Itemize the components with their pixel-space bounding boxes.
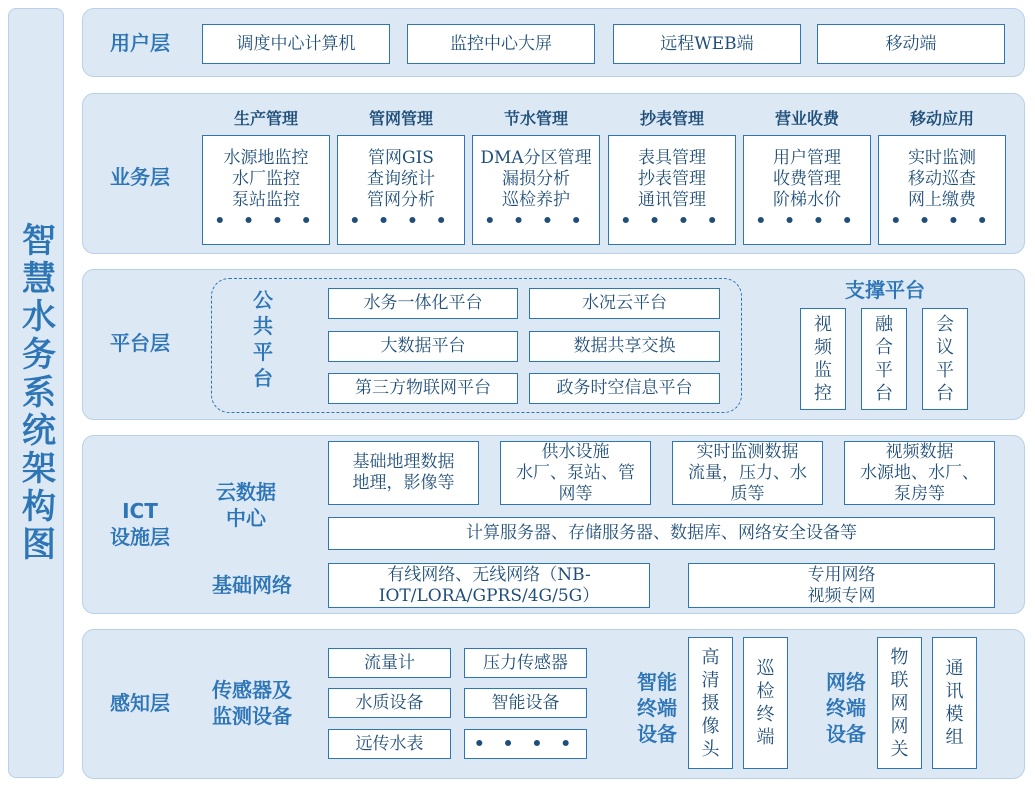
module-line: 阶梯水价: [773, 190, 841, 210]
cloud-label-line: 中心: [226, 506, 266, 530]
smart-terminal-label: [628, 669, 686, 747]
support-char: 议: [936, 337, 954, 358]
cloud-line: 实时监测数据: [696, 441, 799, 462]
business-layer-label: 业务层: [110, 165, 170, 189]
terminal-char: 高: [701, 646, 720, 668]
cloud-line: 水厂、泵站、管: [516, 462, 635, 483]
module-heading-production: 生产管理: [233, 109, 298, 128]
sensor-group-label: [196, 677, 308, 729]
network-line: 视频专网: [807, 585, 876, 606]
module-heading-water-saving: 节水管理: [503, 109, 568, 128]
support-char: 平: [875, 360, 893, 381]
module-heading-mobile-app: 移动应用: [909, 109, 974, 128]
support-conference-platform: [922, 308, 968, 410]
user-layer-label: 用户层: [110, 31, 170, 55]
module-production: [202, 135, 330, 245]
netdev-char: 联: [890, 669, 909, 691]
network-line: IOT/LORA/GPRS/4G/5G）: [378, 585, 600, 606]
user-item-mobile: 移动端: [817, 24, 1005, 64]
terminal-char: 端: [756, 727, 775, 748]
platform-big-data: 大数据平台: [328, 331, 518, 362]
terminal-label-line: 终端: [637, 696, 677, 720]
more-dots: • • • •: [755, 211, 859, 231]
netdev-char: 通: [945, 658, 964, 679]
module-line: 查询统计: [367, 169, 435, 189]
module-billing: [743, 135, 871, 245]
more-dots: • • • •: [890, 211, 994, 231]
module-water-saving: [472, 135, 600, 245]
netdev-char: 网: [890, 715, 909, 737]
netdev-char: 物: [890, 646, 909, 668]
more-dots: • • • •: [349, 211, 453, 231]
netdev-label-line: 网络: [826, 670, 866, 694]
netdev-label-line: 终端: [826, 696, 866, 720]
terminal-char: 检: [756, 681, 775, 702]
sensor-pressure: 压力传感器: [464, 648, 587, 678]
netdev-label-line: 设备: [826, 722, 866, 746]
module-line: 网上缴费: [908, 190, 976, 210]
module-line: 巡检养护: [502, 190, 570, 210]
module-pipe-network: [337, 135, 465, 245]
module-heading-pipe-network: 管网管理: [368, 109, 433, 128]
terminal-label-line: 智能: [637, 670, 677, 694]
platform-water-integration: 水务一体化平台: [328, 288, 518, 319]
cloud-water-supply-facilities: [500, 441, 651, 505]
netdev-iot-gateway: [877, 637, 922, 769]
cloud-line: 网等: [558, 483, 593, 504]
support-char: 融: [875, 314, 893, 335]
sensor-label-line: 传感器及: [212, 678, 292, 702]
support-char: 合: [875, 337, 893, 358]
user-item-remote-web: 远程WEB端: [613, 24, 801, 64]
support-char: 平: [936, 360, 954, 381]
cloud-line: 质等: [730, 483, 765, 504]
support-char: 监: [814, 360, 832, 381]
module-meter-reading: [608, 135, 736, 245]
cloud-line: 泵房等: [894, 483, 945, 504]
servers-bar: 计算服务器、存储服务器、数据库、网络安全设备等: [328, 517, 995, 550]
cloud-line: 供水设施: [541, 441, 610, 462]
platform-water-cloud: 水况云平台: [529, 288, 720, 319]
cloud-line: 基础地理数据: [352, 452, 455, 472]
sensor-more-dots: • • • •: [464, 729, 587, 759]
module-mobile-app: [878, 135, 1006, 245]
module-line: 实时监测: [908, 148, 976, 168]
platform-layer-label: 平台层: [110, 331, 170, 355]
more-dots: • • • •: [214, 211, 318, 231]
user-item-dispatch-computer: 调度中心计算机: [202, 24, 390, 64]
platform-data-sharing: 数据共享交换: [529, 331, 720, 362]
module-line: 表具管理: [638, 148, 706, 168]
network-terminal-label: [817, 669, 875, 747]
ict-label-line: ICT: [122, 499, 158, 523]
support-char: 视: [814, 314, 832, 335]
public-platform-char: 公: [253, 288, 273, 312]
terminal-label-line: 设备: [637, 722, 677, 746]
module-line: 移动巡查: [908, 169, 976, 189]
netdev-char: 组: [945, 727, 964, 748]
netdev-char: 讯: [945, 681, 964, 702]
cloud-realtime-monitoring: [672, 441, 823, 505]
diagram-title: [8, 8, 64, 778]
cloud-label-line: 云数据: [216, 480, 276, 504]
terminal-char: 巡: [756, 658, 775, 679]
support-char: 会: [936, 314, 954, 335]
support-video-monitoring: [800, 308, 846, 410]
terminal-char: 清: [701, 669, 720, 691]
public-platform-char: 共: [253, 314, 273, 338]
netdev-char: 网: [890, 692, 909, 714]
support-char: 频: [814, 337, 832, 358]
netdev-comm-module: [932, 637, 977, 769]
module-line: 水厂监控: [232, 169, 300, 189]
support-platform-label: 支撑平台: [845, 278, 925, 302]
more-dots: • • • •: [620, 211, 724, 231]
module-line: 水源地监控: [223, 148, 309, 168]
platform-gov-spatiotemporal: 政务时空信息平台: [529, 373, 720, 404]
terminal-char: 像: [701, 715, 720, 737]
perception-layer-label: 感知层: [110, 691, 170, 715]
support-char: 控: [814, 383, 832, 404]
sensor-water-quality: 水质设备: [328, 688, 451, 718]
basic-network-label: 基础网络: [212, 573, 292, 597]
sensor-label-line: 监测设备: [212, 704, 292, 728]
sensor-remote-meter: 远传水表: [328, 729, 451, 759]
ict-layer-label: [96, 498, 184, 550]
module-line: 抄表管理: [638, 169, 706, 189]
module-heading-billing: 营业收费: [774, 109, 839, 128]
network-line: 专用网络: [807, 564, 876, 585]
module-line: 通讯管理: [638, 190, 706, 210]
public-platform-label: [248, 287, 278, 391]
cloud-video-data: [844, 441, 995, 505]
cloud-line: 视频数据: [885, 441, 954, 462]
module-line: 泵站监控: [232, 190, 300, 210]
sensor-smart-device: 智能设备: [464, 688, 587, 718]
public-platform-char: 平: [253, 340, 273, 364]
terminal-char: 摄: [701, 692, 720, 714]
cloud-line: 水源地、水厂、: [860, 462, 979, 483]
support-char: 台: [936, 383, 954, 404]
terminal-hd-camera: [688, 637, 733, 769]
sensor-flow-meter: 流量计: [328, 648, 451, 678]
user-item-monitor-screen: 监控中心大屏: [407, 24, 595, 64]
network-wired-wireless: [328, 563, 650, 608]
platform-third-party-iot: 第三方物联网平台: [328, 373, 518, 404]
public-platform-char: 台: [253, 366, 273, 390]
module-line: 管网分析: [367, 190, 435, 210]
module-line: 用户管理: [773, 148, 841, 168]
module-line: 收费管理: [773, 169, 841, 189]
more-dots: • • • •: [484, 211, 588, 231]
network-line: 有线网络、无线网络（NB-: [387, 564, 591, 585]
terminal-inspection: [743, 637, 788, 769]
module-line: 管网GIS: [368, 148, 434, 168]
module-line: 漏损分析: [502, 169, 570, 189]
terminal-char: 终: [756, 704, 775, 725]
cloud-data-center-label: [198, 479, 294, 531]
cloud-line: 地理，影像等: [352, 473, 455, 493]
support-char: 台: [875, 383, 893, 404]
cloud-geo-data: [328, 441, 479, 505]
diagram-title-text: 智慧水务系统架构图: [15, 222, 56, 564]
terminal-char: 头: [701, 738, 720, 760]
module-heading-meter-reading: 抄表管理: [639, 109, 704, 128]
network-private: [688, 563, 995, 608]
cloud-line: 流量，压力、水: [688, 462, 807, 483]
ict-label-line: 设施层: [110, 525, 170, 549]
support-fusion-platform: [861, 308, 907, 410]
netdev-char: 模: [945, 704, 964, 725]
netdev-char: 关: [890, 738, 909, 760]
module-line: DMA分区管理: [480, 148, 592, 168]
